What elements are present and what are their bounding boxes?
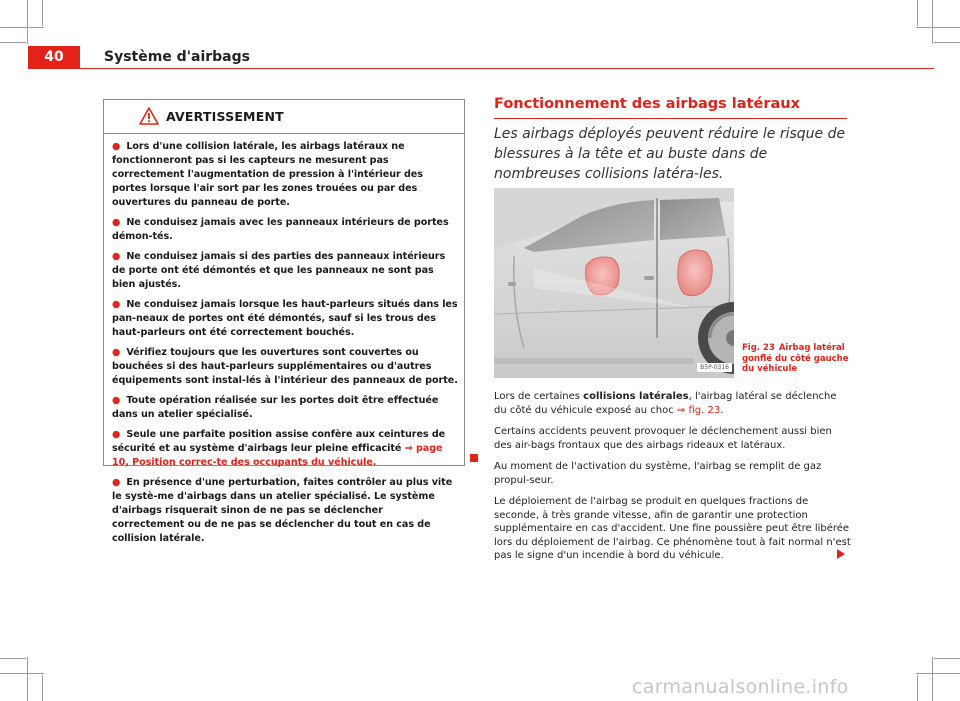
warning-item-text: Seule une parfaite position assise confère aux ceintures de sécurité et au système d'airbags leur pleine efficacité [112,429,446,454]
paragraph-text: , l'airbag latéral se déclenche du côté du véhicule exposé au choc [494,391,837,416]
header-rule [80,68,934,69]
crop-mark [932,0,933,44]
bullet-icon: ● [112,299,121,310]
figure-code: B5P-0316 [697,363,732,372]
warning-item-text: Toute opération réalisée sur les portes doit être effectuée dans un atelier spécialisé. [112,395,439,420]
watermark: carmanualsonline.info [632,676,849,698]
bullet-icon: ● [112,141,121,152]
warning-item [112,476,458,546]
paragraph-text: . [720,404,724,416]
warning-item [112,140,458,210]
crop-mark [0,42,26,43]
page-reference-link[interactable]: ⇒ page 10, Position correc-te des occupants du véhicule. [112,443,443,468]
section-rule [494,118,847,119]
paragraph [494,390,852,417]
car-side-airbag-illustration [494,188,734,378]
paragraph: Certains accidents peuvent provoquer le déclenchement aussi bien des air-bags frontaux que des airbags rideaux et latéraux. [494,426,832,451]
warning-item-text: Ne conduisez jamais lorsque les haut-parleurs situés dans les pan-neaux de portes ont été démontés, sauf si les trous des haut-parleurs ont été correctement bouchés. [112,299,458,338]
bold-term: collisions latérales [583,391,689,402]
bullet-icon: ● [112,429,121,440]
body-text [494,390,852,571]
warning-item-text: Ne conduisez jamais si des parties des panneaux intérieurs de porte ont été démontés et que les panneaux ne sont pas bien ajustés. [112,251,446,290]
warning-header [104,100,464,134]
figure-number: Fig. 23 [742,343,775,353]
section-intro: Les airbags déployés peuvent réduire le risque de blessures à la tête et au buste dans de nombreuses collisions latéra-les. [494,126,846,182]
crop-mark [917,0,918,26]
crop-mark [916,27,960,28]
warning-item-text: Lors d'une collision latérale, les airbags latéraux ne fonctionneront pas si les capteurs ne mesurent pas correctement l'augmentation de pression à l'intérieur des portes lorsque l'air sort par les zones trouées ou par des ouvertures du panneau de porte. [112,141,423,208]
warning-box [103,99,465,544]
bullet-icon: ● [112,251,121,262]
crop-mark [932,657,933,701]
continue-arrow-icon [837,549,845,559]
crop-mark [0,673,44,674]
warning-item [112,250,458,292]
section-title: Fonctionnement des airbags latéraux [494,96,800,112]
warning-item-text: Ne conduisez jamais avec les panneaux intérieurs de portes démon-tés. [112,217,449,242]
warning-item-text: En présence d'une perturbation, faites contrôler au plus vite le systè-me d'airbags dans un atelier spécialisé. Le système d'airbags risquerait sinon de ne pas se déclencher correctement ou de ne pas se déclencher du tout en cas de collision latérale. [112,477,453,544]
crop-mark [42,675,43,701]
bullet-icon: ● [112,347,121,358]
warning-item [112,216,458,244]
crop-mark [0,27,44,28]
paragraph: Le déploiement de l'airbag se produit en quelques fractions de seconde, à très grande vitesse, afin de garantir une protection supplémentaire en cas d'accident. Une fine poussière peut être libérée lors du déploiement de l'airbag. Ce phénomène tout à fait normal n'est pas le signe d'un incendie à bord du véhicule. [494,496,851,561]
warning-item-text: Vérifiez toujours que les ouvertures sont couvertes ou bouchées si des haut-parleurs supplémentaires ou d'autres équipements sont instal-lés à l'intérieur des panneaux de porte. [112,347,458,386]
crop-mark [0,658,26,659]
warning-item [112,428,458,470]
warning-item [112,346,458,388]
figure-caption-text: Airbag latéral gonflé du côté gauche du véhicule [742,343,849,374]
figure-side-airbag [494,188,734,378]
crop-mark [916,673,960,674]
page-number: 40 [44,49,64,65]
warning-item [112,394,458,422]
figure-reference-link[interactable]: ⇒ fig. 23 [676,404,721,416]
paragraph-text: Lors de certaines [494,391,584,402]
paragraph: Au moment de l'activation du système, l'airbag se remplit de gaz propul-seur. [494,461,822,486]
crop-mark [934,658,960,659]
section-end-mark [470,454,478,462]
warning-label: AVERTISSEMENT [166,109,284,124]
warning-item [112,298,458,340]
bullet-icon: ● [112,395,121,406]
crop-mark [27,0,28,44]
warning-list [104,134,464,546]
crop-mark [917,675,918,701]
bullet-icon: ● [112,217,121,228]
figure-caption [742,343,852,375]
warning-triangle-icon [139,107,159,125]
chapter-title: Système d'airbags [104,49,250,65]
crop-mark [27,657,28,701]
crop-mark [42,0,43,26]
bullet-icon: ● [112,477,121,488]
crop-mark [934,42,960,43]
